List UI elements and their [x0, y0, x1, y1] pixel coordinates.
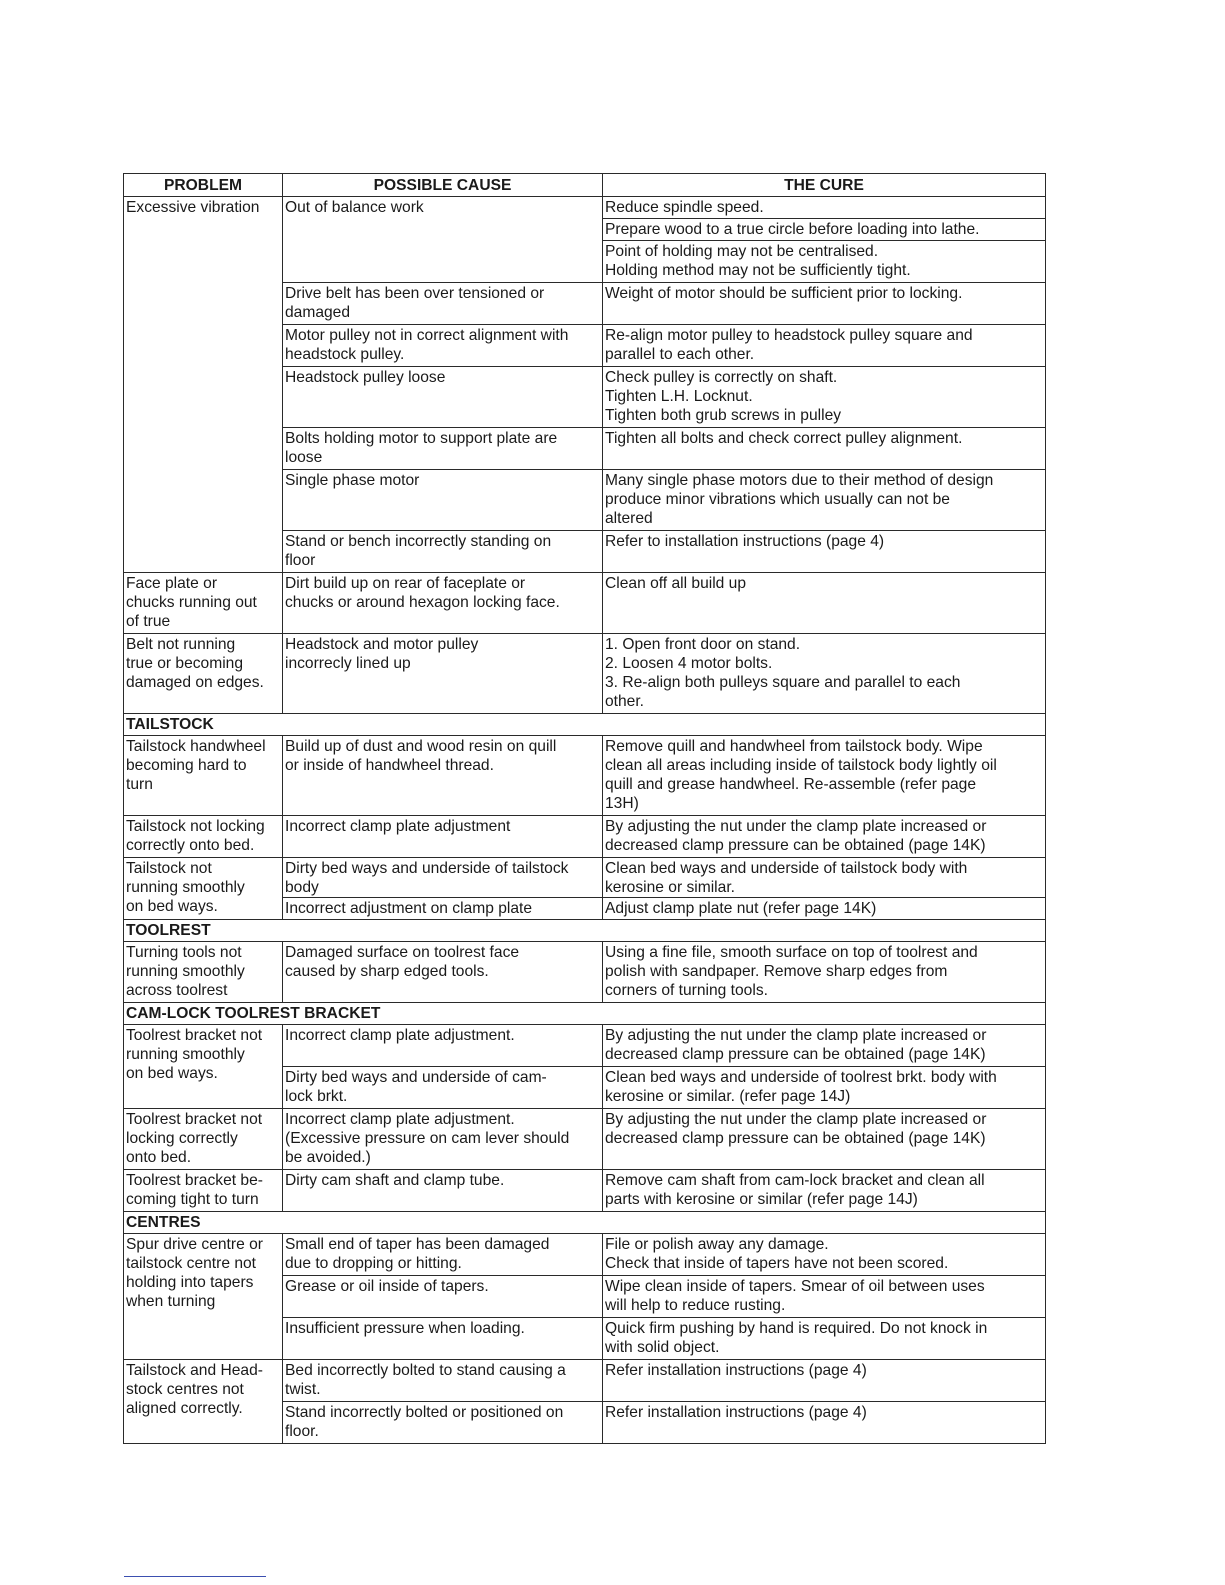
problem-cell: Toolrest bracket not locking correctly onto bed.: [124, 1109, 283, 1170]
problem-cell: Tailstock not running smoothly on bed ways.: [124, 858, 283, 920]
cause-cell: Dirty bed ways and underside of tailstock body: [283, 858, 603, 898]
cause-cell: Insufficient pressure when loading.: [283, 1318, 603, 1360]
cause-cell: Damaged surface on toolrest face caused by sharp edged tools.: [283, 942, 603, 1003]
header-problem: PROBLEM: [124, 174, 283, 197]
section-heading: TOOLREST: [124, 920, 1046, 942]
section-heading: CAM-LOCK TOOLREST BRACKET: [124, 1003, 1046, 1025]
cure-cell: Wipe clean inside of tapers. Smear of oil between uses will help to reduce rusting.: [603, 1276, 1046, 1318]
cause-cell: Bolts holding motor to support plate are loose: [283, 428, 603, 470]
section-heading: TAILSTOCK: [124, 714, 1046, 736]
problem-cell: Face plate or chucks running out of true: [124, 573, 283, 634]
problem-cell: Tailstock and Head- stock centres not aligned correctly.: [124, 1360, 283, 1444]
problem-cell: Spur drive centre or tailstock centre not holding into tapers when turning: [124, 1234, 283, 1360]
cause-cell: Incorrect clamp plate adjustment. (Excessive pressure on cam lever should be avoided.): [283, 1109, 603, 1170]
cure-cell: File or polish away any damage. Check that inside of tapers have not been scored.: [603, 1234, 1046, 1276]
cause-cell: Bed incorrectly bolted to stand causing a twist.: [283, 1360, 603, 1402]
cause-cell: Single phase motor: [283, 470, 603, 531]
cause-cell: Out of balance work: [283, 197, 603, 283]
table-row: [124, 942, 1046, 1003]
table-row: [124, 1170, 1046, 1212]
table-row: [124, 1234, 1046, 1276]
table-row: [124, 634, 1046, 714]
cure-cell: Weight of motor should be sufficient prior to locking.: [603, 283, 1046, 325]
cause-cell: Stand or bench incorrectly standing on floor: [283, 531, 603, 573]
cause-cell: Dirty cam shaft and clamp tube.: [283, 1170, 603, 1212]
table-row: [124, 1360, 1046, 1402]
cure-cell: Adjust clamp plate nut (refer page 14K): [603, 898, 1046, 920]
section-heading: CENTRES: [124, 1212, 1046, 1234]
cause-cell: Dirt build up on rear of faceplate or chucks or around hexagon locking face.: [283, 573, 603, 634]
cure-cell: Re-align motor pulley to headstock pulley square and parallel to each other.: [603, 325, 1046, 367]
cure-cell: Refer installation instructions (page 4): [603, 1402, 1046, 1444]
section-row: [124, 1003, 1046, 1025]
cause-cell: Build up of dust and wood resin on quill or inside of handwheel thread.: [283, 736, 603, 816]
problem-cell: Tailstock not locking correctly onto bed.: [124, 816, 283, 858]
section-row: [124, 714, 1046, 736]
table-row: [124, 858, 1046, 898]
section-row: [124, 920, 1046, 942]
cause-cell: Headstock pulley loose: [283, 367, 603, 428]
cure-cell: Using a fine file, smooth surface on top of toolrest and polish with sandpaper. Remove sharp edges from corners of turning tools.: [603, 942, 1046, 1003]
troubleshooting-table: [123, 173, 1046, 1444]
cure-cell: Clean bed ways and underside of toolrest brkt. body with kerosine or similar. (refer page 14J): [603, 1067, 1046, 1109]
cause-cell: Incorrect clamp plate adjustment: [283, 816, 603, 858]
cure-cell: Reduce spindle speed.: [603, 197, 1046, 219]
problem-cell: Belt not running true or becoming damaged on edges.: [124, 634, 283, 714]
cause-cell: Motor pulley not in correct alignment with headstock pulley.: [283, 325, 603, 367]
cure-cell: By adjusting the nut under the clamp plate increased or decreased clamp pressure can be obtained (page 14K): [603, 816, 1046, 858]
cause-cell: Incorrect clamp plate adjustment.: [283, 1025, 603, 1067]
table-row: [124, 1025, 1046, 1067]
cure-cell: Many single phase motors due to their method of design produce minor vibrations which usually can not be altered: [603, 470, 1046, 531]
table-header-row: [124, 174, 1046, 197]
table-row: [124, 736, 1046, 816]
table-row: [124, 1109, 1046, 1170]
footnote-separator-line: [124, 1576, 266, 1577]
cure-cell: Refer to installation instructions (page 4): [603, 531, 1046, 573]
cure-cell: Quick firm pushing by hand is required. Do not knock in with solid object.: [603, 1318, 1046, 1360]
cause-cell: Grease or oil inside of tapers.: [283, 1276, 603, 1318]
problem-cell: Toolrest bracket not running smoothly on bed ways.: [124, 1025, 283, 1109]
cure-cell: Remove quill and handwheel from tailstock body. Wipe clean all areas including inside of tailstock body lightly oil quill and grease handwheel. Re-assemble (refer page 13H): [603, 736, 1046, 816]
cause-cell: Dirty bed ways and underside of cam- lock brkt.: [283, 1067, 603, 1109]
cure-cell: By adjusting the nut under the clamp plate increased or decreased clamp pressure can be obtained (page 14K): [603, 1025, 1046, 1067]
table-body: [124, 197, 1046, 1444]
table-row: [124, 816, 1046, 858]
cure-cell: Clean off all build up: [603, 573, 1046, 634]
cure-cell: Check pulley is correctly on shaft. Tighten L.H. Locknut. Tighten both grub screws in pulley: [603, 367, 1046, 428]
cure-cell: Point of holding may not be centralised. Holding method may not be sufficiently tight.: [603, 241, 1046, 283]
cause-cell: Headstock and motor pulley incorrecly lined up: [283, 634, 603, 714]
cure-cell: Tighten all bolts and check correct pulley alignment.: [603, 428, 1046, 470]
cure-cell: 1. Open front door on stand. 2. Loosen 4 motor bolts. 3. Re-align both pulleys square and parallel to each other.: [603, 634, 1046, 714]
cause-cell: Incorrect adjustment on clamp plate: [283, 898, 603, 920]
header-possible-cause: POSSIBLE CAUSE: [283, 174, 603, 197]
cure-cell: Prepare wood to a true circle before loading into lathe.: [603, 219, 1046, 241]
problem-cell: Tailstock handwheel becoming hard to turn: [124, 736, 283, 816]
cause-cell: Drive belt has been over tensioned or damaged: [283, 283, 603, 325]
cure-cell: Remove cam shaft from cam-lock bracket and clean all parts with kerosine or similar (refer page 14J): [603, 1170, 1046, 1212]
cure-cell: By adjusting the nut under the clamp plate increased or decreased clamp pressure can be obtained (page 14K): [603, 1109, 1046, 1170]
header-the-cure: THE CURE: [603, 174, 1046, 197]
table-row: [124, 197, 1046, 219]
table-row: [124, 573, 1046, 634]
problem-cell: Turning tools not running smoothly across toolrest: [124, 942, 283, 1003]
cure-cell: Clean bed ways and underside of tailstock body with kerosine or similar.: [603, 858, 1046, 898]
problem-cell: Toolrest bracket be- coming tight to turn: [124, 1170, 283, 1212]
cure-cell: Refer installation instructions (page 4): [603, 1360, 1046, 1402]
cause-cell: Stand incorrectly bolted or positioned on floor.: [283, 1402, 603, 1444]
problem-cell: Excessive vibration: [124, 197, 283, 573]
cause-cell: Small end of taper has been damaged due to dropping or hitting.: [283, 1234, 603, 1276]
section-row: [124, 1212, 1046, 1234]
